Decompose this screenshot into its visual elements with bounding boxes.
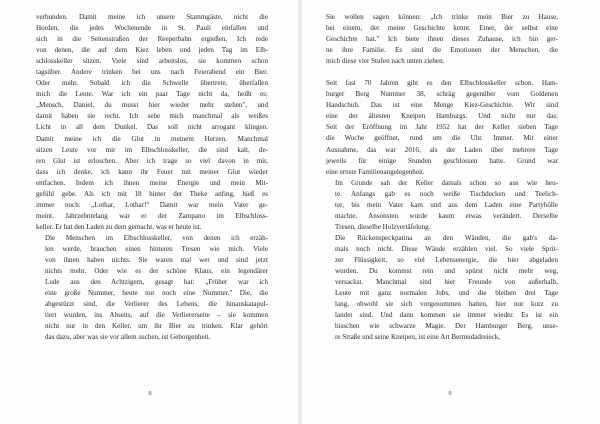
book-gutter [298,0,302,424]
text-line: Horden, die jedes Wochenende in St. Pauli einfallen und [36,24,268,33]
text-line: Die Menschen im Elbschlosskeller, von denen ich erzäh- [45,233,268,242]
text-line: landet sind. Und dann kommen sie immer wieder. Es ist ein [335,311,558,320]
text-line: damit haben sie recht. Ich sehe mich manchmal als weißes [36,112,268,121]
text-line: tagsüber. Andere trinken bei uns nach Feierabend ein Bier. [36,68,268,77]
text-line: nichts mehr. Oder wie es der schöne Klaus, ein legendärer [45,267,268,276]
text-line: bei einem, der meine Geschichte kennt. Einer, der selbst eine [326,24,558,33]
text-line: eine der ältesten Kneipen Hamburgs. Und nicht nur das: [326,112,558,121]
text-line: von ihnen haben nichts. Sie waren mal wer und sind jetzt [45,256,268,265]
text-line: Im Grunde sah der Keller damals schon so aus wie heu- [335,178,558,187]
text-line: die Woche geöffnet, rund um die Uhr. Immer. Mit einer [326,134,558,143]
text-line: re Straße und seine Kneipen, ist eine Art Bermudadreieck, [335,333,501,342]
text-line: nicht nur in den Keller, um ihr Bier zu trinken. Klar gehört [45,322,268,331]
text-line: Damit meine ich die Glut in meinem Herzen. Manchmal [36,134,268,143]
text-line: wurden. Du kommst rein und spürst nicht mehr weg, [335,267,558,276]
text-line: meint. Jahrzehntelang war er der Zampano im Elbschloss- [36,211,268,220]
text-line: Die Rückenspeckpatina an den Wänden, die gab's da- [335,233,558,242]
text-line: ne ihre Familie. Es sind die Emotionen der Menschen, die [326,46,558,55]
text-line: Geschichte hat." Ich biete ihnen dieses Zuhause, ich bin ger- [326,35,558,44]
text-line: schlosskeller sitzen. Viele sind arbeitslos, sie kommen schon [36,57,268,66]
text-line: immer noch: „Lothar, Lothar!" Damit war mein Vater ge- [36,200,268,209]
text-line: machte. Ansonsten wurde kaum etwas verändert. Derselbe [335,211,558,220]
paragraph [326,12,558,67]
right-page-body [326,12,558,343]
text-line: burger Berg Nummer 38, schräg gegenüber vom Goldenen [326,90,558,99]
text-line: eine ernste Familienangelegenheit. [326,167,425,176]
text-line: te. Anfangs gab es noch weiße Tischdecken und Teelich- [335,189,558,198]
right-page-number: 9 [448,390,452,397]
paragraph [36,233,268,343]
paragraph [326,78,558,177]
text-line: abgestürzt sind, die Verlierer des Lebens, die hinauskatapul- [45,300,268,309]
text-line: keller. Er hat den Laden zu dem gemacht, was er heute ist. [36,222,202,231]
text-line: tiert wurden, ins Abseits, auf die Verliererseite – sie kommen [45,311,268,320]
text-line: Handschuh. Das ist eine Menge Kiez-Geschichte. Wir sind [326,101,558,110]
text-line: verbunden. Damit meine ich unsere Stammgäste, nicht die [36,13,268,21]
text-line: Seit fast 70 Jahren gibt es den Elbschlosskeller schon. Ham- [326,79,558,88]
paragraph [326,178,558,233]
text-line: ter, bis mein Vater kam und aus dem Laden eine Partyhölle [335,200,558,209]
text-line: das dazu, aber was sie vor allem suchen, ist Geborgenheit. [45,333,211,342]
text-line: Licht in all dem Dunkel. Das soll nicht arrogant klingen. [36,123,268,132]
text-line: Oder mehr. Sobald ich die Schwelle übertrete, überfallen [36,79,268,88]
paragraph [326,233,558,343]
text-line: mich diese vier Stufen nach unten ziehen. [326,57,445,66]
text-line: gefühl gebe. Als ich mit 18 hinter der Theke anfing, hieß es [36,189,268,198]
text-line: ren Glut ist erloschen. Aber ich trage so viel davon in mir, [36,156,268,165]
text-line: len werde, brauchen einen hinteren Tresen wie mich. Viele [45,244,268,253]
text-line: sitzen Leute vor mir im Elbschlosskeller, die sind kalt, de- [36,145,268,154]
text-line: dass ich denke, ich kann ihr Feuer mit meiner Glut wieder [36,167,268,176]
text-line: Leute mit ganz normalen Jobs, und die bleiben drei Tage [335,289,558,298]
text-line: zer Flüssigkeit, so viel Lebensenergie, die hier abgeladen [335,255,558,264]
text-line: lang, obwohl sie sich vorgenommen hatten, hier nur kurz zu [335,300,558,309]
left-page-number: 8 [148,390,152,397]
text-line: „Mensch, Daniel, du musst hier wieder mehr stehen", und [36,101,268,110]
text-line: von denen, die auf dem Kiez leben und jeden Tag im Elb- [36,46,268,55]
text-line: entfachen. Indem ich ihnen meine Energie und mein Mit- [36,178,268,187]
text-line: sich in die Seitenstraßen der Reeperbahn ergießen. Ich rede [36,35,268,44]
text-line: Tresen, dieselbe Holzvertäfelung. [335,222,431,231]
text-line: Sie wollen sagen können: „Ich trinke mein Bier zu Hause, [326,13,558,21]
text-line: jeweils für einige Stunden geschlossen hatte. Grund war [326,156,558,165]
text-line: bisschen wie schwarze Magie. Der Hamburger Berg, unse- [335,322,558,331]
text-line: versackst. Manchmal sind hier Freunde von außerhalb, [335,278,558,287]
paragraph [36,12,268,233]
left-page-body [36,12,268,343]
text-line: mals noch nicht. Diese Wände erzählen viel. So viele Sprit- [335,244,558,253]
text-line: mich die Leute. War ich ein paar Tage nicht da, heißt es: [36,90,268,99]
text-line: Seit der Eröffnung im Jahr 1952 hat der Keller sieben Tage [326,123,558,132]
text-line: eine große Nummer, heute nur noch eine Nummer." Die, die [45,289,268,298]
text-line: Ausnahme, das war 2016, als der Laden über mehrere Tage [326,145,558,154]
text-line: Lude aus den Achtzigern, gesagt hat: „Früher war ich [45,278,268,287]
